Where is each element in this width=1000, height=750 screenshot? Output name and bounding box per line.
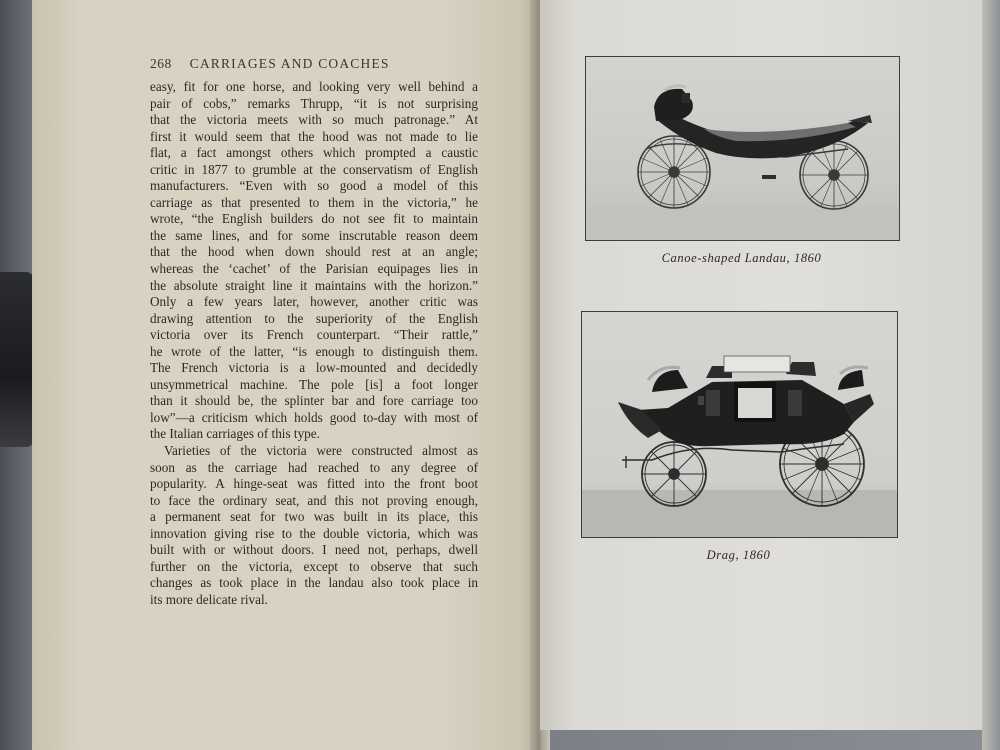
text-line: a permanent seat for two was built in its place, this (150, 509, 478, 525)
text-line: flat, a fact amongst others which prompted a caustic (150, 145, 478, 161)
text-line: than it should be, the splinter bar and fore carriage too (150, 393, 478, 409)
text-line: soon as the carriage had reached to any degree of (150, 459, 478, 475)
text-line: easy, fit for one horse, and looking very well behind a (150, 79, 478, 94)
text-line: he wrote of the latter, “is enough to distinguish them. (150, 343, 478, 359)
running-head: CARRIAGES AND COACHES (189, 56, 390, 71)
text-line: the absolute straight line it maintains with the horizon.” (150, 277, 478, 293)
text-line: popularity. A hinge-seat was fitted into the front boot (150, 476, 478, 492)
page-edge (982, 0, 1000, 750)
text-line: critic in 1877 to grumble at the conservatism of English (150, 161, 478, 177)
page-header (150, 56, 390, 72)
landau-caption: Canoe-shaped Landau, 1860 (661, 251, 822, 265)
page-number: 268 (150, 56, 172, 71)
bookmark-clasp (0, 272, 34, 447)
text-line: unsymmetrical machine. The pole [is] a foot longer (150, 376, 478, 392)
text-line: first it would seem that the hood was not made to lie (150, 128, 478, 144)
text-line: built with or without doors. I need not, perhaps, dwell (150, 542, 478, 558)
body-text (150, 79, 478, 609)
text-line: carriage as that presented to them in the victoria,” he (150, 194, 478, 210)
text-line: changes as took place in the landau also took place in (150, 575, 478, 591)
text-line: whereas the ‘cachet’ of the Parisian equipages lies in (150, 261, 478, 277)
text-line: low”—a criticism which holds good to-day with most of (150, 409, 478, 425)
text-line: that the hood when down should rest at an angle; (150, 244, 478, 260)
landau-illustration (585, 56, 900, 241)
drag-illustration (581, 311, 898, 538)
text-line: manufacturers. “Even with so good a model of this (150, 178, 478, 194)
text-line: the Italian carriages of this type. (150, 426, 320, 442)
text-line: further on the victoria, except to observe that such (150, 558, 478, 574)
text-line: Only a few years later, however, another critic was (150, 294, 478, 310)
text-line: Varieties of the victoria were constructed almost as (164, 443, 478, 459)
text-line: wrote, “the English builders do not see fit to maintain (150, 211, 478, 227)
text-line: to face the ordinary seat, and this not proving enough, (150, 492, 478, 508)
text-line: drawing attention to the superiority of the English (150, 310, 478, 326)
text-line: victoria over its French counterpart. “Their rattle,” (150, 327, 478, 343)
drag-caption: Drag, 1860 (706, 548, 771, 562)
text-line: innovation giving rise to the double victoria, which was (150, 525, 478, 541)
text-line: pair of cobs,” remarks Thrupp, “it is not surprising (150, 95, 478, 111)
text-line: The French victoria is a low-mounted and decidedly (150, 360, 478, 376)
text-line: the same lines, and for some inscrutable reason deem (150, 227, 478, 243)
text-line: that the victoria meets with so much patronage.” At (150, 112, 478, 128)
text-line: its more delicate rival. (150, 591, 268, 607)
